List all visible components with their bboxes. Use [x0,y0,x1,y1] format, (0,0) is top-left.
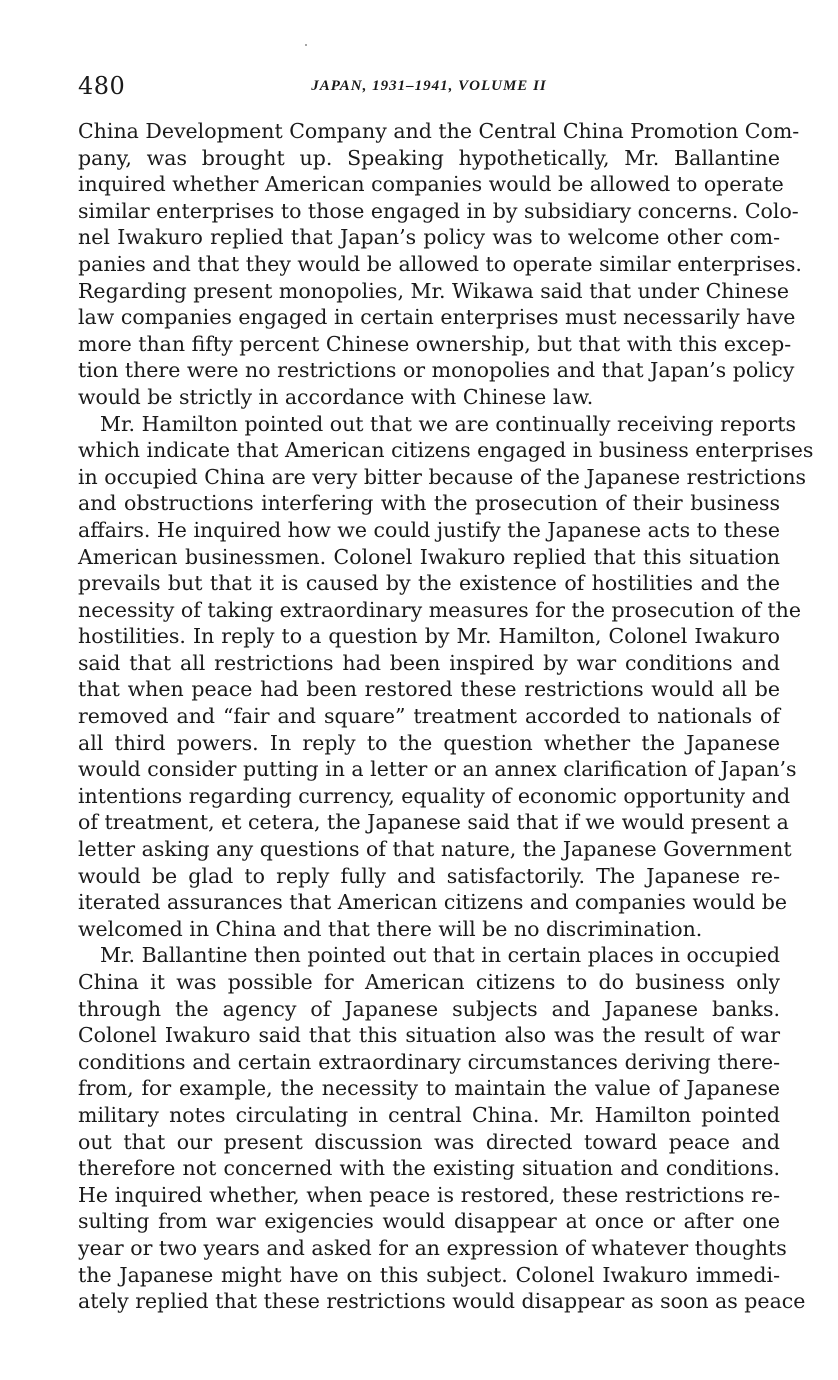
text-line: year or two years and asked for an expression of whatever thoughts [78,1235,787,1260]
text-line: ately replied that these restrictions would disappear as soon as peace [78,1289,806,1314]
text-line: said that all restrictions had been inspired by war conditions and [78,650,780,675]
text-line: law companies engaged in certain enterprises must necessarily have [78,305,796,330]
text-line: similar enterprises to those engaged in by subsidiary concerns. Colo- [78,198,799,223]
text-line: of treatment, et cetera, the Japanese said that if we would present a [78,810,789,835]
text-line: letter asking any questions of that nature, the Japanese Government [78,837,792,862]
page-number: 480 [78,72,126,100]
text-line: China it was possible for American citizens to do business only [78,970,780,994]
text-line: would be glad to reply fully and satisfactorily. The Japanese re- [78,863,780,888]
text-line: hostilities. In reply to a question by Mr. Hamilton, Colonel Iwakuro [78,624,780,649]
text-line: He inquired whether, when peace is restored, these restrictions re- [78,1182,780,1207]
text-line: affairs. He inquired how we could justify the Japanese acts to these [78,517,780,542]
text-line: prevails but that it is caused by the existence of hostilities and the [78,571,780,596]
running-head: JAPAN, 1931–1941, VOLUME II [311,78,547,94]
text-line: Mr. Hamilton pointed out that we are continually receiving reports [100,411,797,436]
text-line: tion there were no restrictions or monopolies and that Japan’s policy [78,358,795,383]
text-line: conditions and certain extraordinary circumstances deriving there- [78,1049,780,1074]
text-line: through the agency of Japanese subjects and Japanese banks. [78,996,780,1021]
text-line: the Japanese might have on this subject. Colonel Iwakuro immedi- [78,1262,780,1287]
text-line: Mr. Ballantine then pointed out that in certain places in occupied [100,943,780,968]
text-line: panies and that they would be allowed to operate similar enterprises. [78,251,802,276]
paragraph [78,942,806,1314]
body-text [78,118,814,1315]
text-line: welcomed in China and that there will be no discrimination. [78,916,703,941]
text-line: and obstructions interfering with the prosecution of their business [78,491,780,516]
paragraph [78,411,814,943]
text-line: nel Iwakuro replied that Japan’s policy was to welcome other com- [78,225,780,250]
text-line: iterated assurances that American citizens and companies would be [78,890,788,915]
text-line: removed and “fair and square” treatment accorded to nationals of [78,704,780,729]
text-line: sulting from war exigencies would disappear at once or after one [78,1209,780,1234]
text-line: which indicate that American citizens engaged in business enterprises [78,438,814,463]
scan-speck [305,44,307,46]
text-line: in occupied China are very bitter because of the Japanese restrictions [78,464,807,489]
text-line: military notes circulating in central China. Mr. Hamilton pointed [78,1102,780,1127]
text-line: intentions regarding currency, equality of economic opportunity and [78,783,791,808]
text-line: Regarding present monopolies, Mr. Wikawa said that under Chinese [78,278,790,303]
text-line: from, for example, the necessity to maintain the value of Japanese [78,1076,780,1101]
text-line: pany, was brought up. Speaking hypothetically, Mr. Ballantine [78,145,780,170]
text-line: China Development Company and the Central China Promotion Com- [78,119,800,143]
text-line: more than fifty percent Chinese ownership, but that with this excep- [78,331,792,356]
text-line: necessity of taking extraordinary measures for the prosecution of the [78,597,801,622]
text-line: inquired whether American companies would be allowed to operate [78,172,784,197]
text-line: Colonel Iwakuro said that this situation also was the result of war [78,1023,780,1048]
text-line: out that our present discussion was directed toward peace and [78,1129,780,1154]
text-line: all third powers. In reply to the question whether the Japanese [78,730,780,755]
text-line: would be strictly in accordance with Chinese law. [78,384,594,409]
text-line: that when peace had been restored these restrictions would all be [78,677,780,702]
text-line: would consider putting in a letter or an annex clarification of Japan’s [78,757,797,782]
text-line: American businessmen. Colonel Iwakuro replied that this situation [78,544,780,569]
paragraph [78,118,802,411]
text-line: therefore not concerned with the existing situation and conditions. [78,1156,780,1181]
page-header [78,70,780,106]
